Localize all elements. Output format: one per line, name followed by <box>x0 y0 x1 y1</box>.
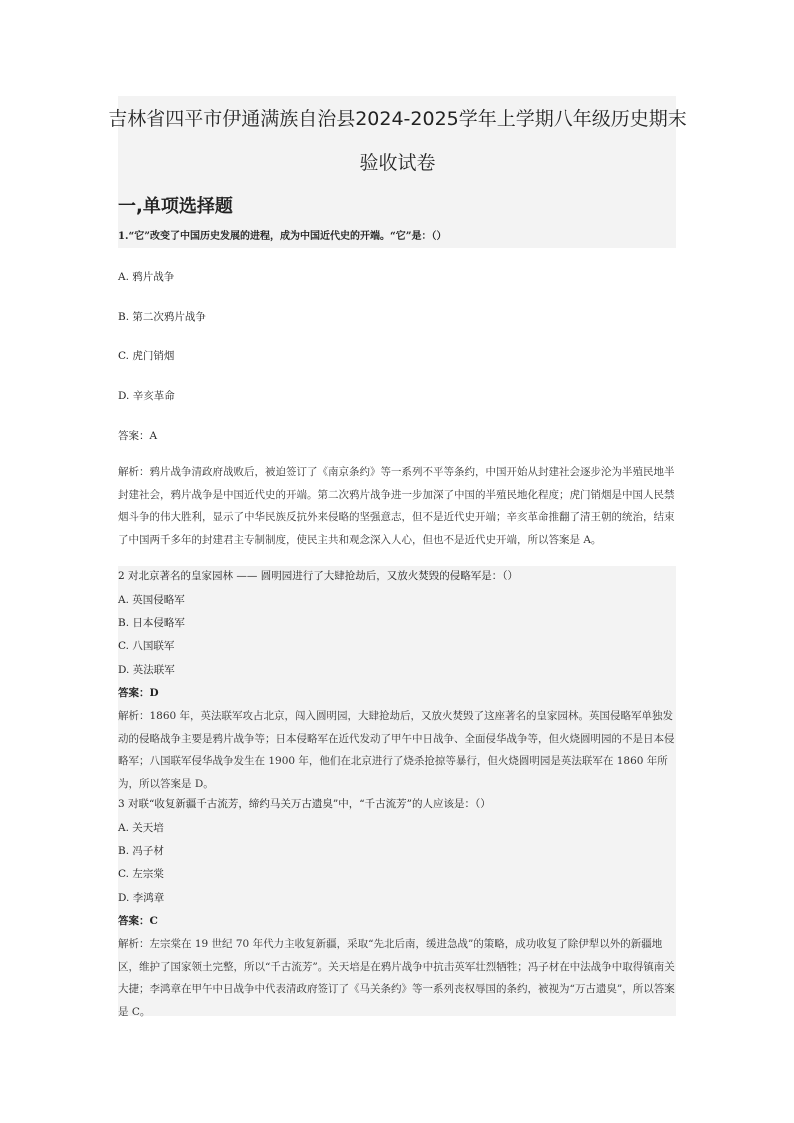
question-1-option-b: B. 第二次鸦片战争 <box>118 311 206 323</box>
question-1-option-a: A. 鸦片战争 <box>118 271 175 283</box>
question-2-stem: 2 对北京著名的皇家园林 —— 圆明园进行了大肆抢劫后，又放火焚毁的侵略军是：（） <box>118 570 518 582</box>
question-3-option-c: C. 左宗棠 <box>118 868 164 880</box>
question-1-explanation: 解析：鸦片战争清政府战败后，被迫签订了《南京条约》等一系列不平等条约，中国开始从封建社会逐步沦为半殖民地半封建社会，鸦片战争是中国近代史的开端。第二次鸦片战争进一步加深了中国的半殖民地化程度；虎门销烟是中国人民禁烟斗争的伟大胜利，显示了中华民族反抗外来侵略的坚强意志，但不是近代史开端；辛亥革命推翻了清王朝的统治，结束了中国两千多年的封建君主专制制度，使民主共和观念深入人心，但也不是近代史开端，所以答案是 A。 <box>118 466 675 546</box>
document-title-line-2: 验收试卷 <box>359 152 436 174</box>
section-heading: 一,单项选择题 <box>118 196 233 217</box>
question-3-answer: 答案：C <box>118 915 158 927</box>
question-3-stem: 3 对联“收复新疆千古流芳，缔约马关万古遗臭”中，“千古流芳”的人应该是：（） <box>118 798 491 810</box>
question-3-option-a: A. 关天培 <box>118 822 164 834</box>
question-3-option-d: D. 李鸿章 <box>118 892 165 904</box>
question-2-option-c: C. 八国联军 <box>118 640 175 652</box>
question-3-option-b: B. 冯子材 <box>118 845 164 857</box>
question-1-answer: 答案：A <box>118 430 158 442</box>
document-title-line-1: 吉林省四平市伊通满族自治县2024-2025学年上学期八年级历史期末 <box>108 108 687 130</box>
question-2-option-b: B. 日本侵略军 <box>118 617 185 629</box>
question-2-option-d: D. 英法联军 <box>118 664 175 676</box>
question-2-answer: 答案：D <box>118 687 159 699</box>
question-1-option-d: D. 辛亥革命 <box>118 390 175 402</box>
question-2-option-a: A. 英国侵略军 <box>118 594 185 606</box>
question-1-option-c: C. 虎门销烟 <box>118 350 175 362</box>
question-1-stem: 1.“它”改变了中国历史发展的进程，成为中国近代史的开端。“它”是：（） <box>118 231 447 242</box>
question-2-explanation: 解析：1860 年，英法联军攻占北京，闯入圆明园，大肆抢劫后，又放火焚毁了这座著名的皇家园林。英国侵略军单独发动的侵略战争主要是鸦片战争等；日本侵略军在近代发动了甲午中日战争、全面侵华战争等，但火烧圆明园的不是日本侵略军；八国联军侵华战争发生在 1900 年，他们在北京进行了烧杀抢掠等暴行，但火烧圆明园是英法联军在 1860 年所为，所以答案是 D。 <box>118 710 675 790</box>
question-3-explanation: 解析：左宗棠在 19 世纪 70 年代力主收复新疆，采取“先北后南，缓进急战”的策略，成功收复了除伊犁以外的新疆地区，维护了国家领土完整，所以“千古流芳”。关天培是在鸦片战争中抗击英军壮烈牺牲；冯子材在中法战争中取得镇南关大捷；李鸿章在甲午中日战争中代表清政府签订了《马关条约》等一系列丧权辱国的条约，被视为“万古遗臭”，所以答案是 C。 <box>118 938 675 1018</box>
